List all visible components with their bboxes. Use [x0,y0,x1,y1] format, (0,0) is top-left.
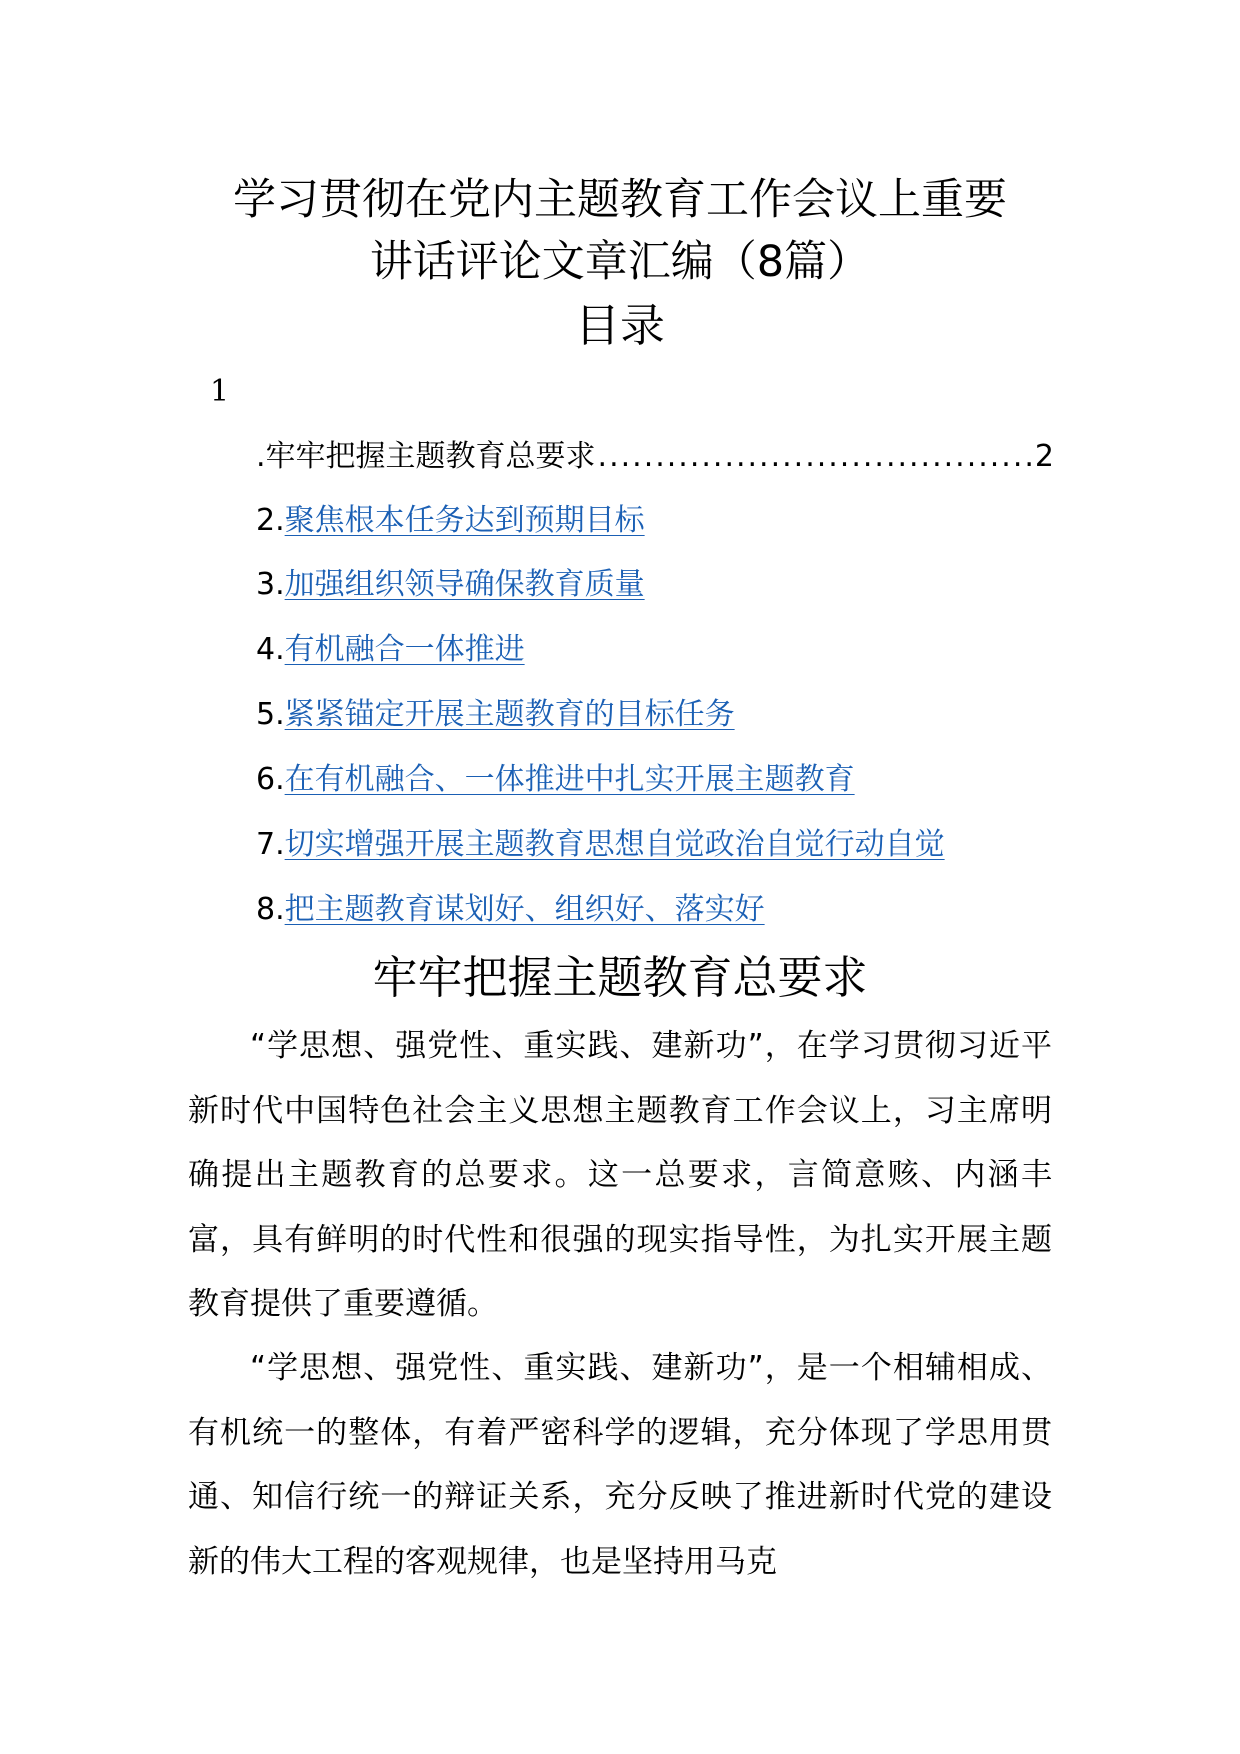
toc-entry-link[interactable]: 切实增强开展主题教育思想自觉政治自觉行动自觉 [284,827,945,862]
toc-entry-number: 8. [256,892,285,927]
toc-entry-number: 7. [256,827,285,862]
toc-entry-1-text: 牢牢把握主题教育总要求 [265,439,596,474]
document-title-line-2: 讲话评论文章汇编（8篇） [369,237,871,287]
toc-entry-number: 6. [256,762,285,797]
toc-entry-3 [256,563,1056,607]
article-paragraph-1: “学思想、强党性、重实践、建新功”，在学习贯彻习近平新时代中国特色社会主义思想主题教育工作会议上，习主席明确提出主题教育的总要求。这一总要求，言简意赅、内涵丰富，具有鲜明的时代性和很强的现实指导性，为扎实开展主题教育提供了重要遵循。 [188,1028,1052,1323]
toc-entry-number: 4. [256,632,285,667]
toc-entry-7 [256,823,1056,867]
toc-entry-1[interactable] [256,435,1054,479]
toc-entry-1-page: 2 [1034,439,1054,474]
toc-entry-link[interactable]: 聚焦根本任务达到预期目标 [284,503,645,538]
toc-entry-6 [256,758,1056,802]
toc-entry-number: 5. [256,697,285,732]
toc-entry-number: 2. [256,503,285,538]
toc-dot-leader [598,435,1033,479]
toc-heading: 目录 [574,299,665,352]
toc-entry-5 [256,693,1056,737]
toc-entry-link[interactable]: 有机融合一体推进 [284,632,525,667]
article-paragraph-2: “学思想、强党性、重实践、建新功”，是一个相辅相成、有机统一的整体，有着严密科学的逻辑，充分体现了学思用贯通、知信行统一的辩证关系，充分反映了推进新时代党的建设新的伟大工程的客观规律，也是坚持用马克 [188,1350,1052,1580]
document-title-line-1: 学习贯彻在党内主题教育工作会议上重要 [233,175,1007,225]
article-title: 牢牢把握主题教育总要求 [372,951,868,1004]
toc-entry-link[interactable]: 把主题教育谋划好、组织好、落实好 [284,892,765,927]
toc-entry-link[interactable]: 在有机融合、一体推进中扎实开展主题教育 [284,762,855,797]
toc-entry-number: 3. [256,567,285,602]
toc-entry-2 [256,499,1056,543]
toc-entry-link[interactable]: 加强组织领导确保教育质量 [284,567,645,602]
toc-entry-link[interactable]: 紧紧锚定开展主题教育的目标任务 [284,697,735,732]
toc-entry-1-prefix: . [256,439,266,474]
toc-entry-8 [256,888,1056,932]
toc-first-number: 1 [210,374,230,409]
toc-entry-4 [256,628,1056,672]
